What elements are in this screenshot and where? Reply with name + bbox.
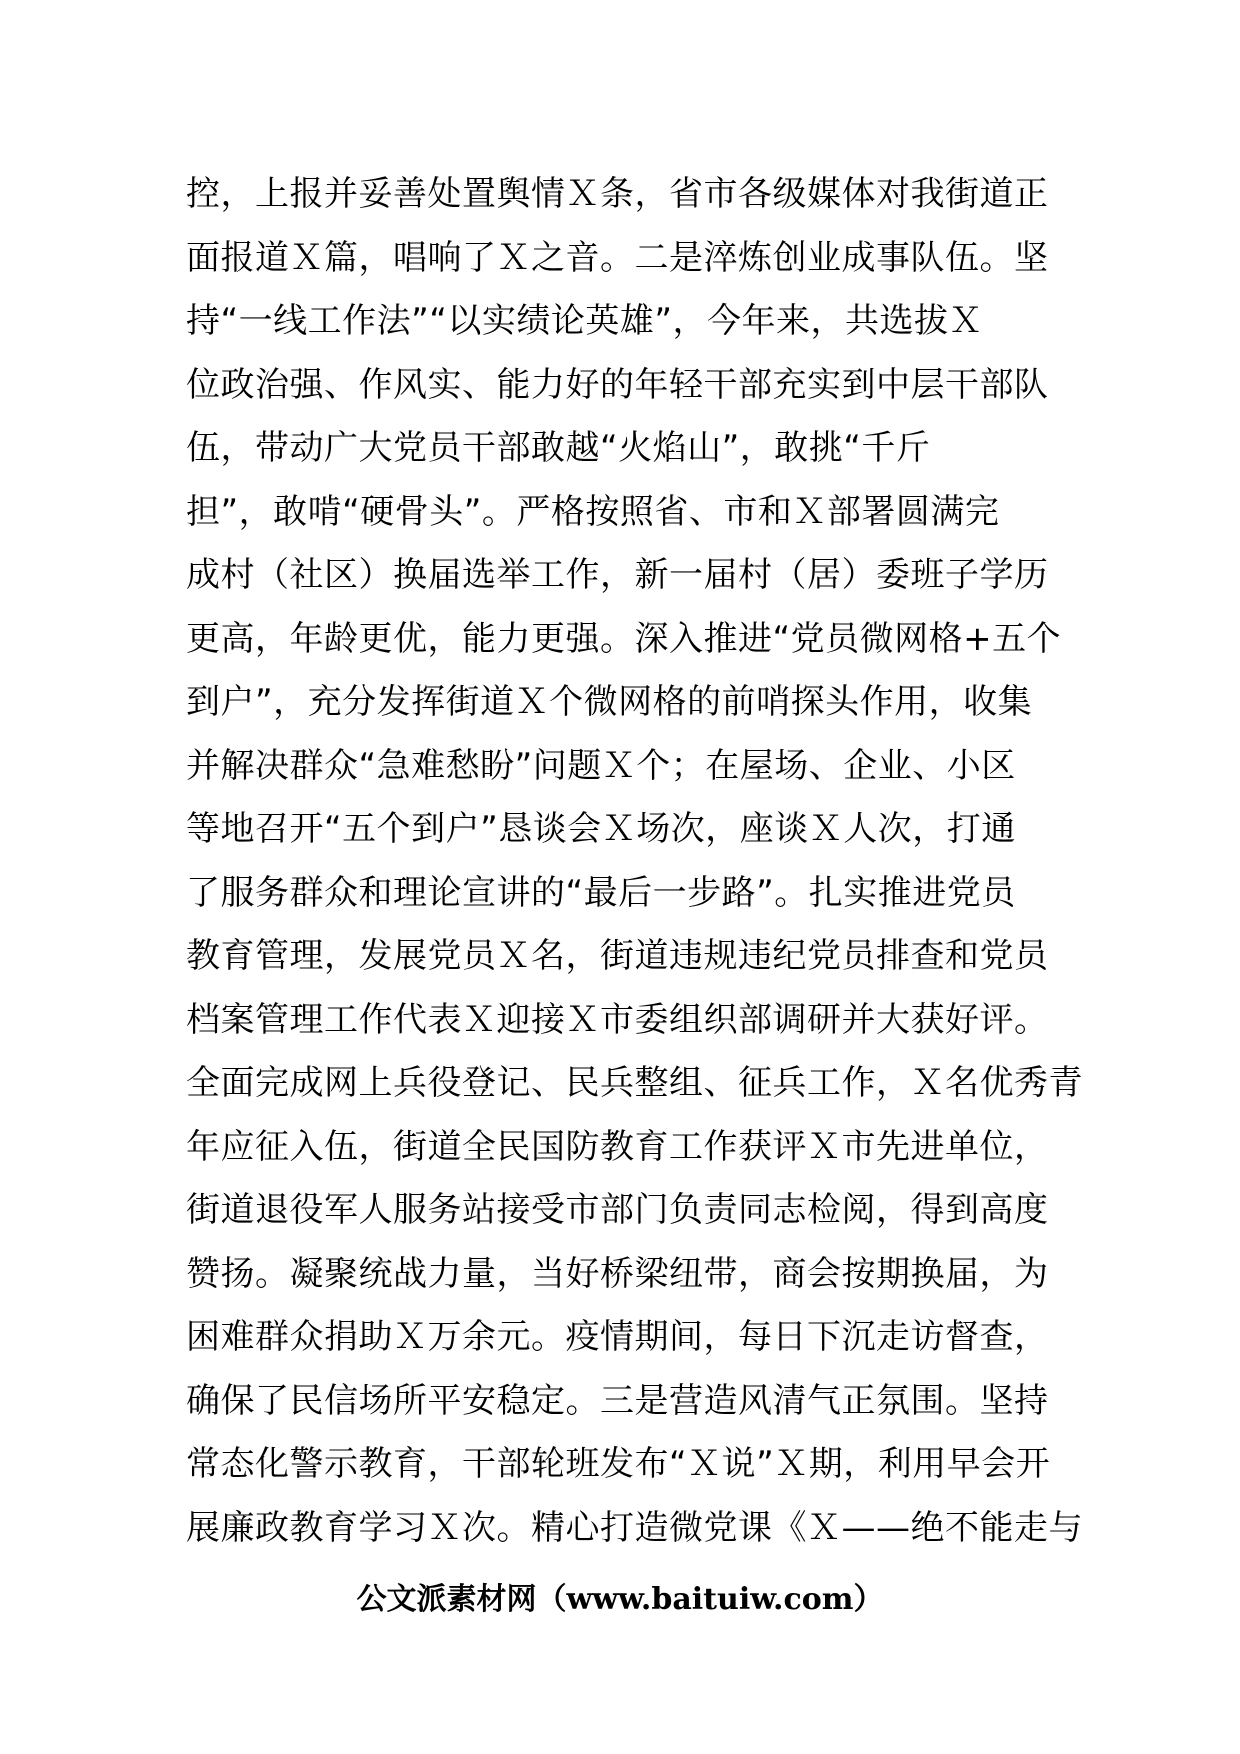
text-line: 街道退役军人服务站接受市部门负责同志检阅，得到高度 [186, 1190, 1049, 1230]
text-line: 档案管理工作代表Ｘ迎接Ｘ市委组织部调研并大获好评。 [186, 999, 1049, 1040]
text-line: 更高，年龄更优，能力更强。深入推进“党员微网格+五个 [186, 618, 1062, 659]
text-line: 等地召开“五个到户”恳谈会Ｘ场次，座谈Ｘ人次，打通 [186, 809, 1016, 849]
text-line: 担”，敢啃“硬骨头”。严格按照省、市和Ｘ部署圆满完 [186, 491, 1000, 532]
text-line: 成村（社区）换届选举工作，新一届村（居）委班子学历 [186, 555, 1049, 595]
text-line: 赞扬。凝聚统战力量，当好桥梁纽带，商会按期换届，为 [186, 1253, 1049, 1294]
footer-watermark: 公文派素材网（www.baituiw.com） [356, 1582, 884, 1617]
text-line: 了服务群众和理论宣讲的“最后一步路”。扎实推进党员 [186, 872, 1016, 913]
text-line: 伍，带动广大党员干部敢越“火焰山”，敢挑“千斤 [186, 428, 931, 468]
text-line: 困难群众捐助Ｘ万余元。疫情期间，每日下沉走访督查， [186, 1317, 1049, 1357]
text-line: 面报道Ｘ篇，唱响了Ｘ之音。二是淬炼创业成事队伍。坚 [186, 237, 1049, 278]
text-line: 常态化警示教育，干部轮班发布“Ｘ说”Ｘ期，利用早会开 [186, 1444, 1051, 1484]
text-line: 持“一线工作法”“以实绩论英雄”，今年来，共选拔Ｘ [186, 301, 983, 341]
text-line: 并解决群众“急难愁盼”问题Ｘ个；在屋场、企业、小区 [186, 745, 1016, 786]
text-line: 教育管理，发展党员Ｘ名，街道违规违纪党员排查和党员 [186, 936, 1049, 976]
text-line: 展廉政教育学习Ｘ次。精心打造微党课《Ｘ——绝不能走与 [186, 1507, 1083, 1548]
text-line: 控，上报并妥善处置舆情Ｘ条，省市各级媒体对我街道正 [186, 174, 1049, 214]
text-line: 到户”，充分发挥街道Ｘ个微网格的前哨探头作用，收集 [186, 682, 1033, 722]
text-line: 位政治强、作风实、能力好的年轻干部充实到中层干部队 [186, 364, 1049, 405]
text-line: 年应征入伍，街道全民国防教育工作获评Ｘ市先进单位， [186, 1126, 1049, 1167]
text-line: 全面完成网上兵役登记、民兵整组、征兵工作，Ｘ名优秀青 [186, 1063, 1083, 1103]
body-paragraph [186, 163, 1083, 1560]
text-line: 确保了民信场所平安稳定。三是营造风清气正氛围。坚持 [186, 1380, 1049, 1421]
